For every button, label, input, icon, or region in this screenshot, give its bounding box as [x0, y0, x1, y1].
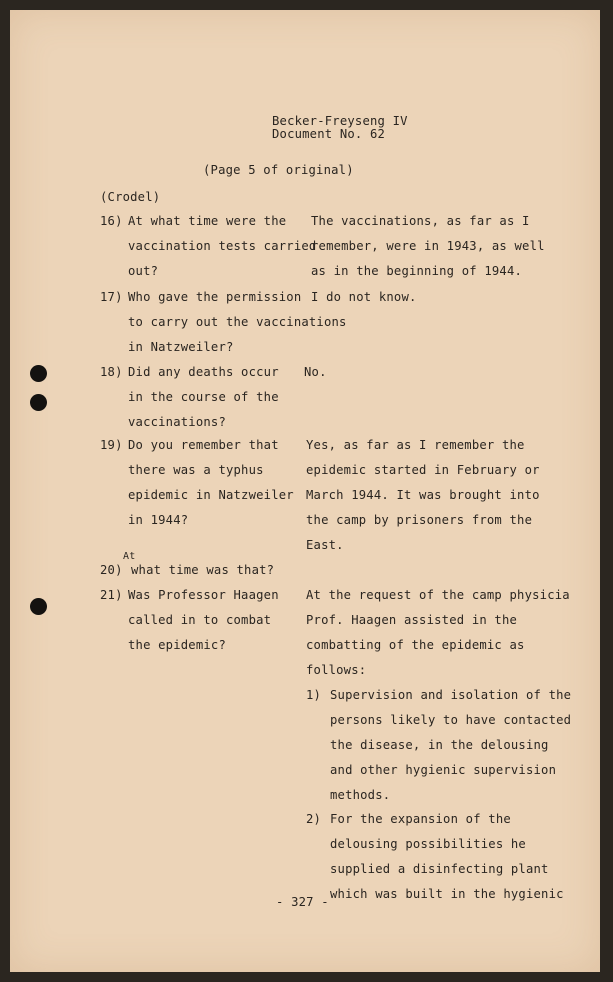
- document-number: Document No. 62: [272, 127, 386, 141]
- question-line: At what time were the: [128, 214, 287, 228]
- page-reference: (Page 5 of original): [203, 163, 354, 177]
- question-number: 20): [100, 563, 123, 577]
- list-number: 1): [306, 688, 322, 702]
- question-number: 18): [100, 365, 123, 379]
- answer-line: I do not know.: [311, 290, 417, 304]
- answer-line: as in the beginning of 1944.: [311, 264, 523, 278]
- question-line: there was a typhus: [128, 463, 264, 477]
- punch-hole-top: [30, 365, 47, 382]
- list-line: the disease, in the delousing: [330, 738, 549, 752]
- answer-line: March 1944. It was brought into: [306, 488, 540, 502]
- question-line: Did any deaths occur: [128, 365, 279, 379]
- question-line: Who gave the permission: [128, 290, 302, 304]
- list-line: which was built in the hygienic: [330, 887, 564, 901]
- question-number: 16): [100, 214, 123, 228]
- list-line: delousing possibilities he: [330, 837, 526, 851]
- answer-line: Yes, as far as I remember the: [306, 438, 525, 452]
- punch-hole-middle: [30, 394, 47, 411]
- question-line: vaccination tests carried: [128, 239, 317, 253]
- list-line: Supervision and isolation of the: [330, 688, 572, 702]
- question-number: 17): [100, 290, 123, 304]
- list-line: supplied a disinfecting plant: [330, 862, 549, 876]
- question-line: in 1944?: [128, 513, 189, 527]
- answer-line: East.: [306, 538, 344, 552]
- handwritten-insertion: At: [123, 551, 136, 562]
- list-line: and other hygienic supervision: [330, 763, 557, 777]
- list-number: 2): [306, 812, 322, 826]
- question-line: out?: [128, 264, 159, 278]
- answer-line: epidemic started in February or: [306, 463, 540, 477]
- question-line: to carry out the vaccinations: [128, 315, 347, 329]
- answer-line: the camp by prisoners from the: [306, 513, 533, 527]
- list-line: methods.: [330, 788, 391, 802]
- answer-line: At the request of the camp physicia: [306, 588, 570, 602]
- punch-hole-bottom: [30, 598, 47, 615]
- answer-line: The vaccinations, as far as I: [311, 214, 530, 228]
- question-number: 19): [100, 438, 123, 452]
- question-line: Do you remember that: [128, 438, 279, 452]
- list-line: For the expansion of the: [330, 812, 511, 826]
- page-number: - 327 -: [276, 895, 329, 909]
- answer-line: Prof. Haagen assisted in the: [306, 613, 518, 627]
- question-line: what time was that?: [131, 563, 275, 577]
- question-line: in the course of the: [128, 390, 279, 404]
- answer-line: No.: [304, 365, 327, 379]
- document-series: Becker-Freyseng IV: [272, 114, 408, 128]
- speaker-label: (Crodel): [100, 190, 161, 204]
- question-line: called in to combat: [128, 613, 272, 627]
- answer-line: follows:: [306, 663, 367, 677]
- question-line: vaccinations?: [128, 415, 226, 429]
- document-page: [10, 10, 600, 972]
- question-line: epidemic in Natzweiler: [128, 488, 294, 502]
- answer-line: combatting of the epidemic as: [306, 638, 525, 652]
- list-line: persons likely to have contacted: [330, 713, 572, 727]
- answer-line: remember, were in 1943, as well: [311, 239, 545, 253]
- question-line: Was Professor Haagen: [128, 588, 279, 602]
- question-number: 21): [100, 588, 123, 602]
- question-line: the epidemic?: [128, 638, 226, 652]
- question-line: in Natzweiler?: [128, 340, 234, 354]
